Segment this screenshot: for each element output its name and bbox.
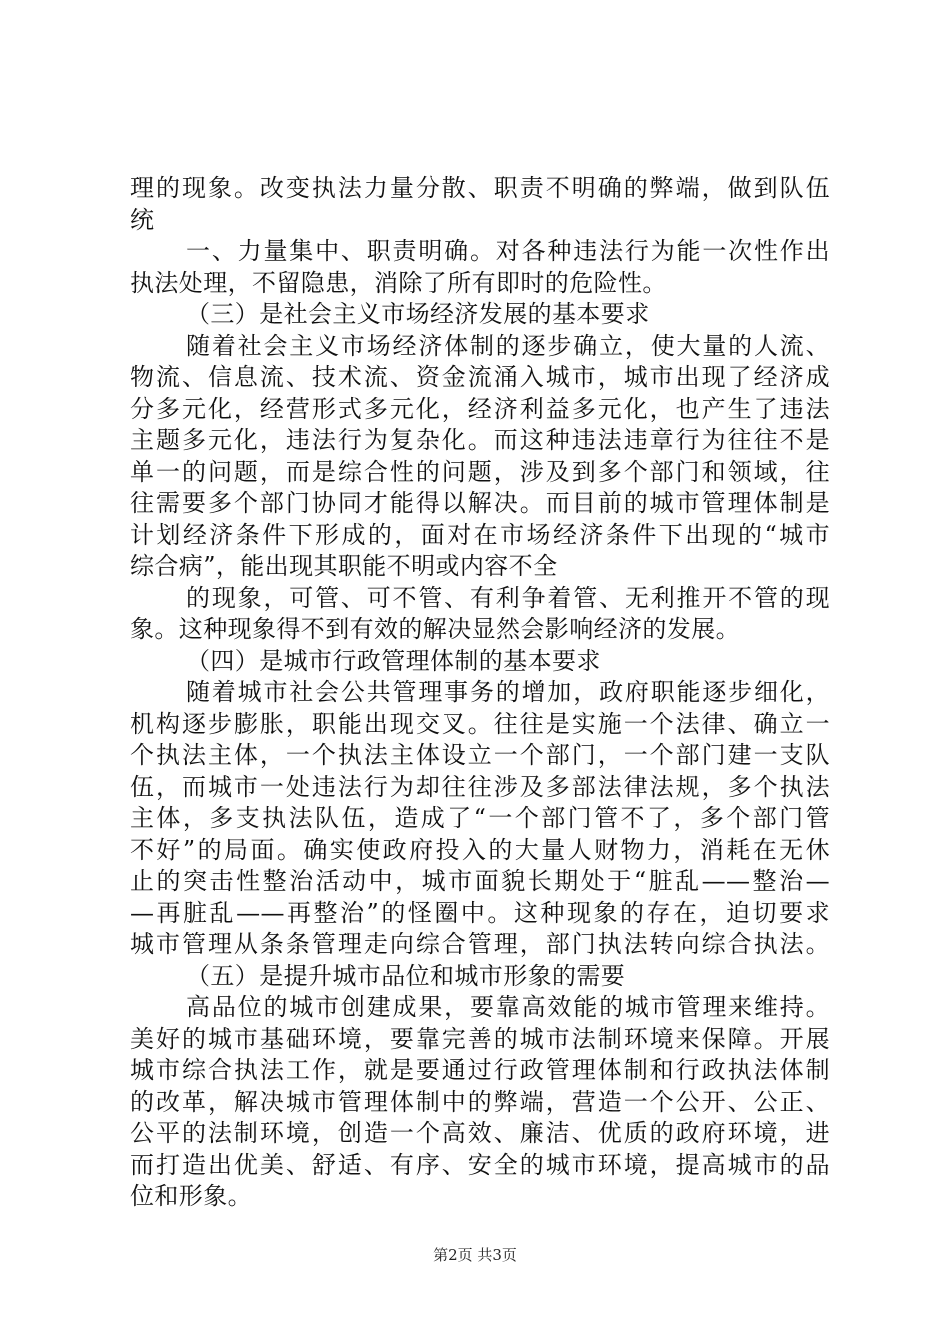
text-line: 的改革，解决城市管理体制中的弊端，营造一个公开、公正、 [130, 1087, 830, 1116]
text-line: —再脏乱——再整治”的怪圈中。这种现象的存在，迫切要求 [130, 898, 830, 927]
text-line: 往需要多个部门协同才能得以解决。而目前的城市管理体制是 [130, 489, 830, 517]
section-heading: （四）是城市行政管理体制的基本要求 [186, 646, 601, 675]
text-line: 综合病”，能出现其职能不明或内容不全 [130, 552, 558, 580]
text-line: 分多元化，经营形式多元化，经济利益多元化，也产生了违法 [130, 394, 830, 423]
page-footer: 第2页 共3页 [433, 1246, 517, 1264]
text-line: 统 [130, 205, 155, 234]
text-line: 高品位的城市创建成果，要靠高效能的城市管理来维持。 [186, 993, 830, 1021]
text-line: 物流、信息流、技术流、资金流涌入城市，城市出现了经济成 [130, 363, 830, 391]
text-line: 执法处理，不留隐患，消除了所有即时的危险性。 [130, 268, 667, 297]
text-line: 止的突击性整治活动中，城市面貌长期处于“脏乱——整治— [130, 867, 830, 895]
text-line: 一、力量集中、职责明确。对各种违法行为能一次性作出 [186, 237, 830, 265]
text-line: 随着城市社会公共管理事务的增加，政府职能逐步细化， [186, 678, 830, 706]
text-line: 而打造出优美、舒适、有序、安全的城市环境，提高城市的品 [130, 1150, 830, 1179]
section-heading: （五）是提升城市品位和城市形象的需要 [186, 961, 626, 990]
text-line: 公平的法制环境，创造一个高效、廉洁、优质的政府环境，进 [130, 1119, 830, 1147]
text-line: 计划经济条件下形成的，面对在市场经济条件下出现的“城市 [130, 520, 830, 549]
text-line: 主体，多支执法队伍，造成了“一个部门管不了，多个部门管 [130, 804, 830, 832]
document-body [130, 173, 830, 1213]
text-line: 不好”的局面。确实使政府投入的大量人财物力，消耗在无休 [130, 835, 830, 864]
text-line: 伍，而城市一处违法行为却往往涉及多部法律法规，多个执法 [130, 772, 830, 801]
text-line: 的现象，可管、可不管、有利争着管、无利推开不管的现 [186, 583, 830, 612]
text-line: 位和形象。 [130, 1182, 252, 1210]
text-line: 机构逐步膨胀，职能出现交叉。往往是实施一个法律、确立一 [130, 709, 830, 738]
text-line: 随着社会主义市场经济体制的逐步确立，使大量的人流、 [186, 331, 830, 360]
text-line: 理的现象。改变执法力量分散、职责不明确的弊端，做到队伍 [130, 174, 830, 202]
text-line: 象。这种现象得不到有效的解决显然会影响经济的发展。 [130, 615, 740, 643]
text-line: 主题多元化，违法行为复杂化。而这种违法违章行为往往不是 [130, 426, 830, 454]
section-heading: （三）是社会主义市场经济发展的基本要求 [186, 300, 650, 328]
text-line: 单一的问题，而是综合性的问题，涉及到多个部门和领域，往 [130, 457, 830, 486]
text-line: 城市管理从条条管理走向综合管理，部门执法转向综合执法。 [130, 930, 830, 958]
text-line: 城市综合执法工作，就是要通过行政管理体制和行政执法体制 [130, 1056, 830, 1084]
text-line: 美好的城市基础环境，要靠完善的城市法制环境来保障。开展 [130, 1024, 830, 1053]
text-line: 个执法主体，一个执法主体设立一个部门，一个部门建一支队 [130, 741, 830, 769]
